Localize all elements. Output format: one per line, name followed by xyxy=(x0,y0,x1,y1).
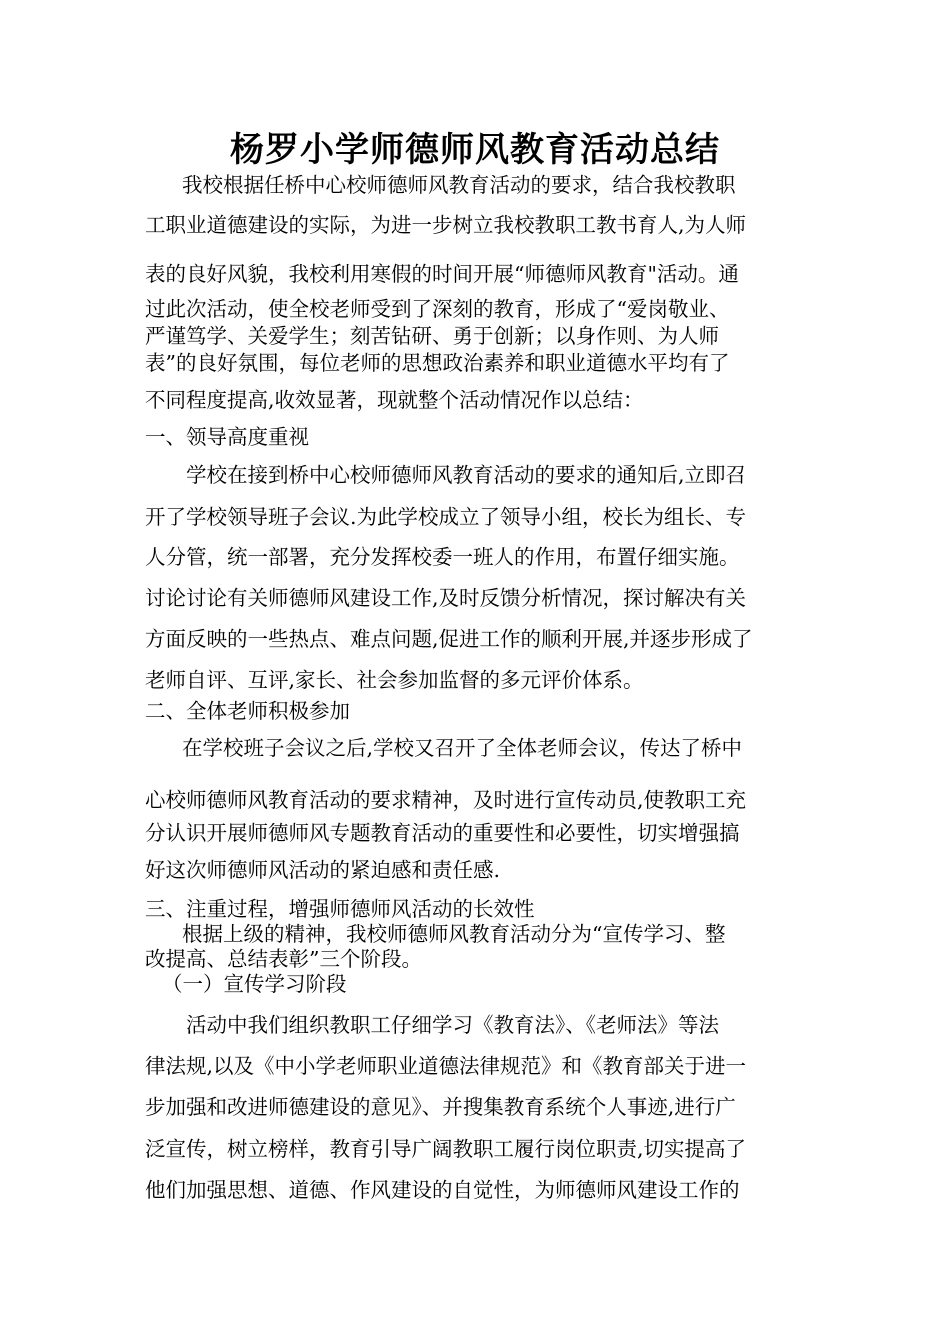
paragraph-line: 好这次师德师风活动的紧迫感和责任感. xyxy=(145,858,501,882)
paragraph-line: 分认识开展师德师风专题教育活动的重要性和必要性，切实增强搞 xyxy=(145,821,740,845)
paragraph-line: 严谨笃学、关爱学生；刻苦钻研、勇于创新；以身作则、为人师 xyxy=(145,324,719,348)
paragraph-line: 我校根据任桥中心校师德师风教育活动的要求，结合我校教职 xyxy=(182,173,736,197)
paragraph-line: 人分管，统一部署，充分发挥校委一班人的作用，布置仔细实施。 xyxy=(145,545,740,569)
section-heading: 二、全体老师积极参加 xyxy=(145,699,350,723)
paragraph-line: 老师自评、互评,家长、社会参加监督的多元评价体系。 xyxy=(145,668,644,692)
paragraph-line: 工职业道德建设的实际，为进一步树立我校教职工教书育人,为人师 xyxy=(145,213,747,237)
paragraph-line: 活动中我们组织教职工仔细学习《教育法》、《老师法》等法 xyxy=(186,1013,719,1037)
paragraph-line: 在学校班子会议之后,学校又召开了全体老师会议，传达了桥中 xyxy=(182,736,743,760)
paragraph-line: 学校在接到桥中心校师德师风教育活动的要求的通知后,立即召 xyxy=(186,463,747,487)
paragraph-line: 改提高、总结表彰”三个阶段。 xyxy=(145,947,422,971)
paragraph-line: 表”的良好氛围，每位老师的思想政治素养和职业道德水平均有了 xyxy=(145,351,730,375)
paragraph-line: 表的良好风貌，我校利用寒假的时间开展“师德师风教育"活动。通 xyxy=(145,262,739,286)
section-heading: 三、注重过程，增强师德师风活动的长效性 xyxy=(145,897,535,921)
paragraph-line: 讨论讨论有关师德师风建设工作,及时反馈分析情况，探讨解决有关 xyxy=(145,586,747,610)
paragraph-line: 根据上级的精神，我校师德师风教育活动分为“宣传学习、整 xyxy=(182,922,726,946)
paragraph-line: 律法规,以及《中小学老师职业道德法律规范》和《教育部关于进一 xyxy=(145,1054,747,1078)
paragraph-line: 开了学校领导班子会议.为此学校成立了领导小组，校长为组长、专 xyxy=(145,505,747,529)
paragraph-line: 心校师德师风教育活动的要求精神，及时进行宣传动员,使教职工充 xyxy=(145,788,747,812)
document-title: 杨罗小学师德师风教育活动总结 xyxy=(230,130,720,170)
section-heading: 一、领导高度重视 xyxy=(145,425,309,449)
paragraph-line: 泛宣传，树立榜样，教育引导广阔教职工履行岗位职责,切实提高了 xyxy=(145,1137,747,1161)
paragraph-line: 步加强和改进师德建设的意见》、并搜集教育系统个人事迹,进行广 xyxy=(145,1095,736,1119)
subsection-heading: （一）宣传学习阶段 xyxy=(162,972,347,996)
paragraph-line: 过此次活动，使全校老师受到了深刻的教育，形成了“爱岗敬业、 xyxy=(145,297,730,321)
paragraph-line: 不同程度提高,收效显著，现就整个活动情况作以总结： xyxy=(145,388,644,412)
paragraph-line: 方面反映的一些热点、难点问题,促进工作的顺利开展,并逐步形成了 xyxy=(145,627,753,651)
paragraph-line: 他们加强思想、道德、作风建设的自觉性，为师德师风建设工作的 xyxy=(145,1178,740,1202)
